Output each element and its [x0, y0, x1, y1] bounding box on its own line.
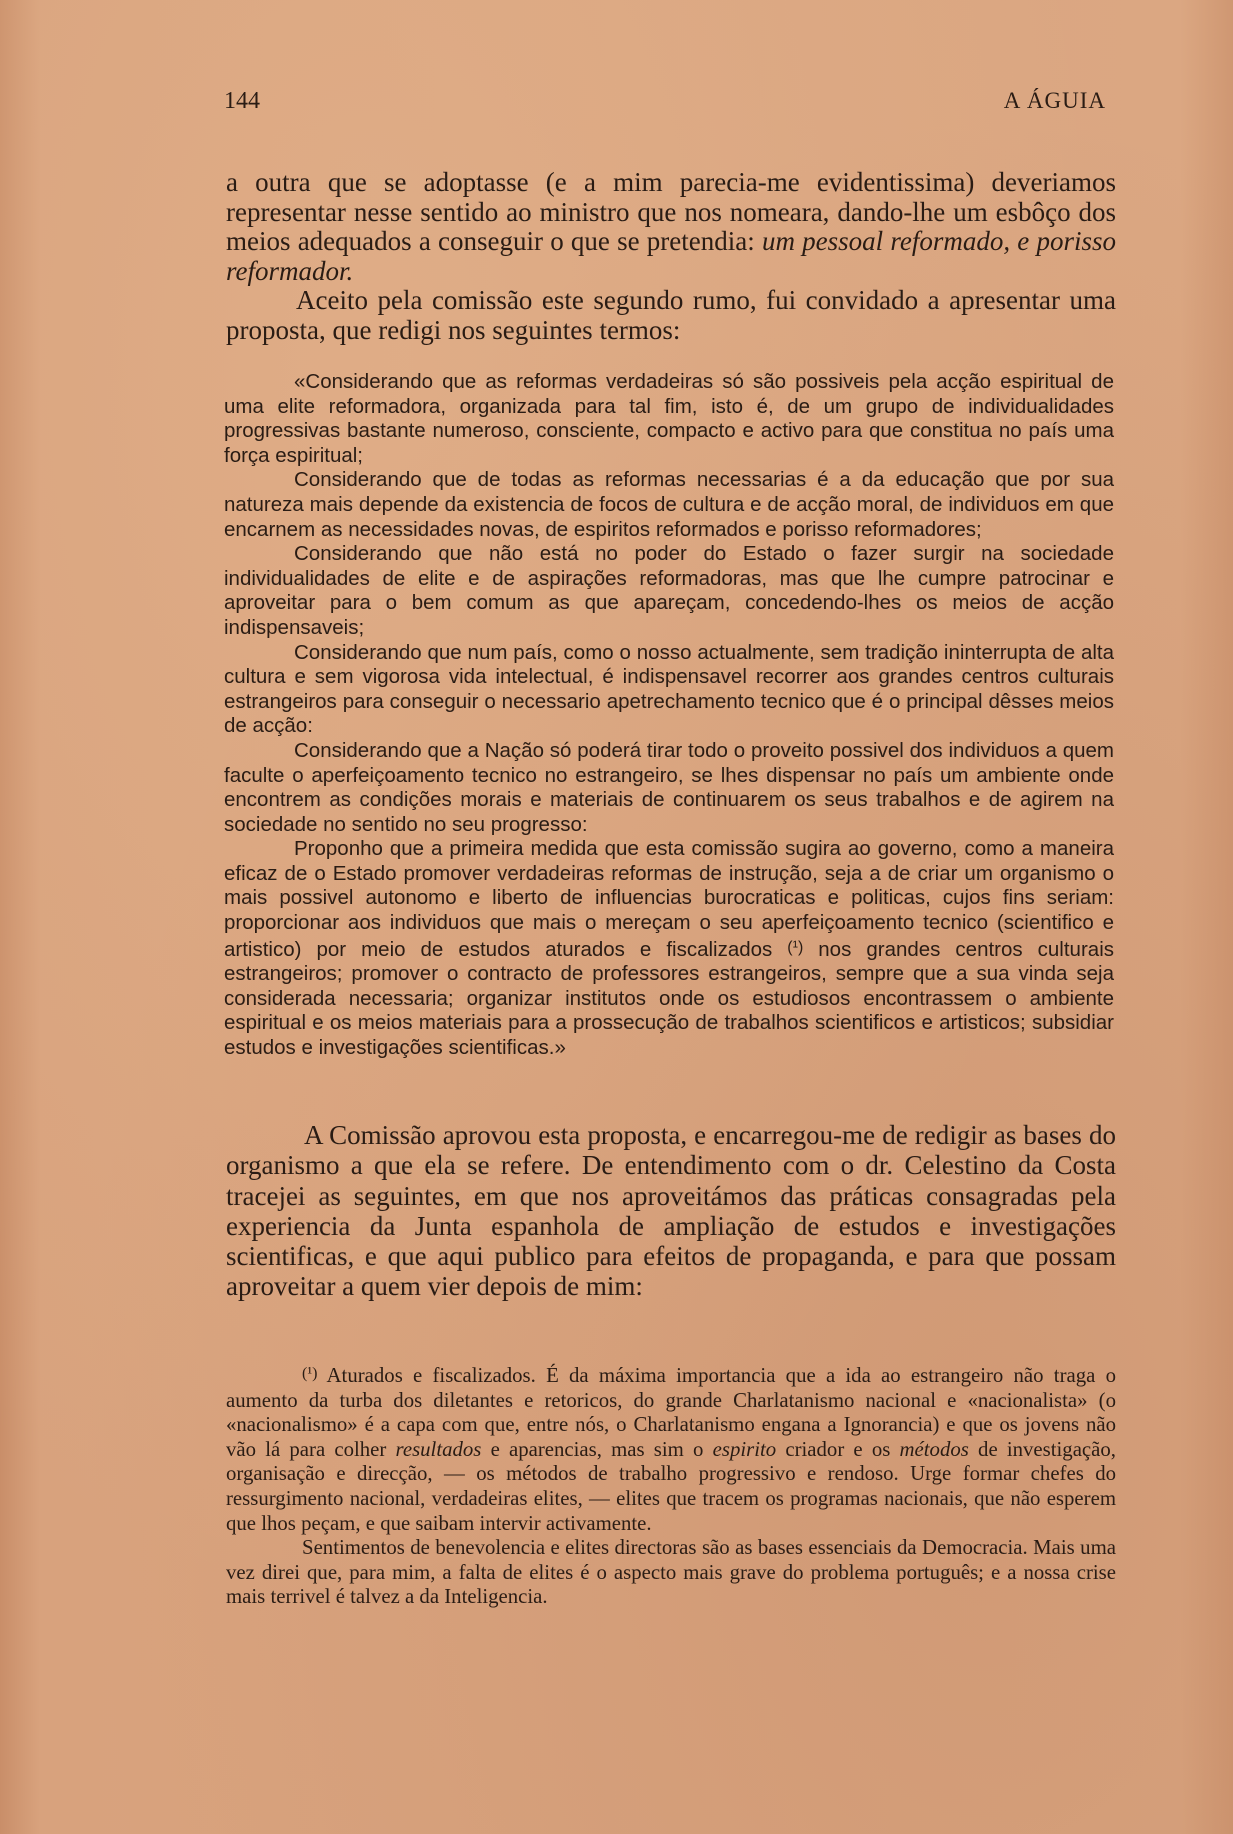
- considerando-4: Considerando que num país, como o nosso actualmente, sem tradição ininterrupta de alta cultura e sem vigorosa vida intelectual, é indispensavel recorrer aos grandes centros culturais estrangeiros para conseguir o necessario apetrechamento tecnico que é o principal dêsses meios de acção:: [224, 640, 1114, 738]
- footnote-text: e aparencias, mas sim o: [481, 1437, 713, 1461]
- paragraph: [226, 168, 1116, 286]
- footnote-paragraph: Sentimentos de benevolencia e elites directoras são as bases essenciais da Democracia. Mais uma vez direi que, para mim, a falta de elites é o aspecto mais grave do problema português; e a nossa crise mais terrivel é talvez a da Inteligencia.: [226, 1536, 1116, 1609]
- paragraph: A Comissão aprovou esta proposta, e encarregou-me de redigir as bases do organismo a que ela se refere. De entendimento com o dr. Celestino da Costa tracejei as seguintes, em que nos aproveitámos das práticas consagradas pela experiencia da Junta espanhola de ampliação de estudos e investigações scientificas, e que aqui publico para efeitos de propaganda, e para que possam aproveitar a quem vier depois de mim:: [226, 1120, 1116, 1302]
- footnote: [226, 1362, 1116, 1610]
- considerando-2: Considerando que de todas as reformas necessarias é a da educação que por sua natureza mais depende da existencia de focos de cultura e de acção moral, de individuos em que encarnem as necessidades novas, de espiritos reformados e porisso reformadores;: [224, 468, 1114, 541]
- page-header: [224, 88, 1106, 118]
- considerando-3: Considerando que não está no poder do Estado o fazer surgir na sociedade individualidades de elite e de aspirações reformadoras, mas que lhe cumpre patrocinar e aproveitar para o bem comum as que apareçam, concedendo-lhes os meios de acção indispensaveis;: [224, 542, 1114, 639]
- proposal-text: nos grandes centros culturais estrangeiros; promover o contracto de professores estrangeiros, sempre que a sua vinda seja considerada necessaria; organizar institutos onde os estudiosos encontrassem o ambiente espiritual e os meios materiais para a prossecução de trabalhos scientificos e artisticos; subsidiar estudos e investigações scientificas.»: [224, 937, 1114, 1060]
- italic-word: espirito: [712, 1437, 777, 1461]
- footnote-text: Aturados e fiscalizados. É da máxima importancia que a ida ao estrangeiro não traga o aumento da turba dos diletantes e retoricos, do grande Charlatanismo nacional e «nacionalista» (o «nacionalismo» é a capa com que, entre nós, o Charlatanismo engana a Ignorancia) e que os jovens não vão lá para colher: [226, 1364, 1116, 1461]
- italic-phrase: um pessoal reformado, e porisso reformador.: [226, 226, 1116, 286]
- paragraph-text: a outra que se adoptasse (e a mim parecia-me evidentissima) deveriamos representar nesse sentido ao ministro que nos nomeara, dando-lhe um esbôço dos meios adequados a conseguir o que se pretendia:: [226, 167, 1116, 257]
- italic-word: métodos: [899, 1437, 969, 1461]
- footnote-paragraph: [226, 1362, 1116, 1536]
- footnote-marker: (¹): [302, 1365, 318, 1382]
- running-head: A ÁGUIA: [1003, 88, 1106, 113]
- paragraph: Aceito pela comissão este segundo rumo, fui convidado a apresentar uma proposta, que redigi nos seguintes termos:: [226, 285, 1116, 345]
- proposal-quote: [224, 370, 1114, 1061]
- considerando-5: Considerando que a Nação só poderá tirar todo o proveito possivel dos individuos a quem faculte o aperfeiçoamento tecnico no estrangeiro, se lhes dispensar no país um ambiente onde encontrem as condições morais e materiais de continuarem os seus trabalhos e de agirem na sociedade no sentido no seu progresso:: [224, 738, 1114, 836]
- considerando-1: «Considerando que as reformas verdadeiras só são possiveis pela acção espiritual de uma elite reformadora, organizada para tal fim, isto é, de um grupo de individualidades progressivas bastante numeroso, consciente, compacto e activo para que constitua no país uma força espiritual;: [224, 370, 1114, 467]
- footnote-text: de investigação, organisação e direcção, — os métodos de trabalho progressivo e rendoso. Urge formar chefes do ressurgimento nacional, verdadeiras elites, — elites que tracem os programas nacionais, que não esperem que lhos peçam, e que saibam intervir activamente.: [226, 1437, 1116, 1535]
- italic-word: resultados: [395, 1437, 482, 1461]
- proposal-text: Proponho que a primeira medida que esta comissão sugira ao governo, como a maneira eficaz de o Estado promover verdadeiras reformas de instrução, seja a de criar um organismo o mais possivel autonomo e liberto de influencias burocraticas e politicas, cujos fins seriam: proporcionar aos individuos que mais o mereçam o seu aperfeiçoamento tecnico (scientifico e artistico) por meio de estudos aturados e fiscalizados: [224, 837, 1114, 961]
- page-number: 144: [224, 88, 260, 114]
- footnote-text: criador e os: [776, 1437, 900, 1461]
- footnote-reference: (¹): [787, 938, 804, 956]
- body-text-bottom: [226, 1120, 1116, 1302]
- body-text-top: [226, 168, 1116, 346]
- proposal-paragraph: [224, 837, 1114, 1060]
